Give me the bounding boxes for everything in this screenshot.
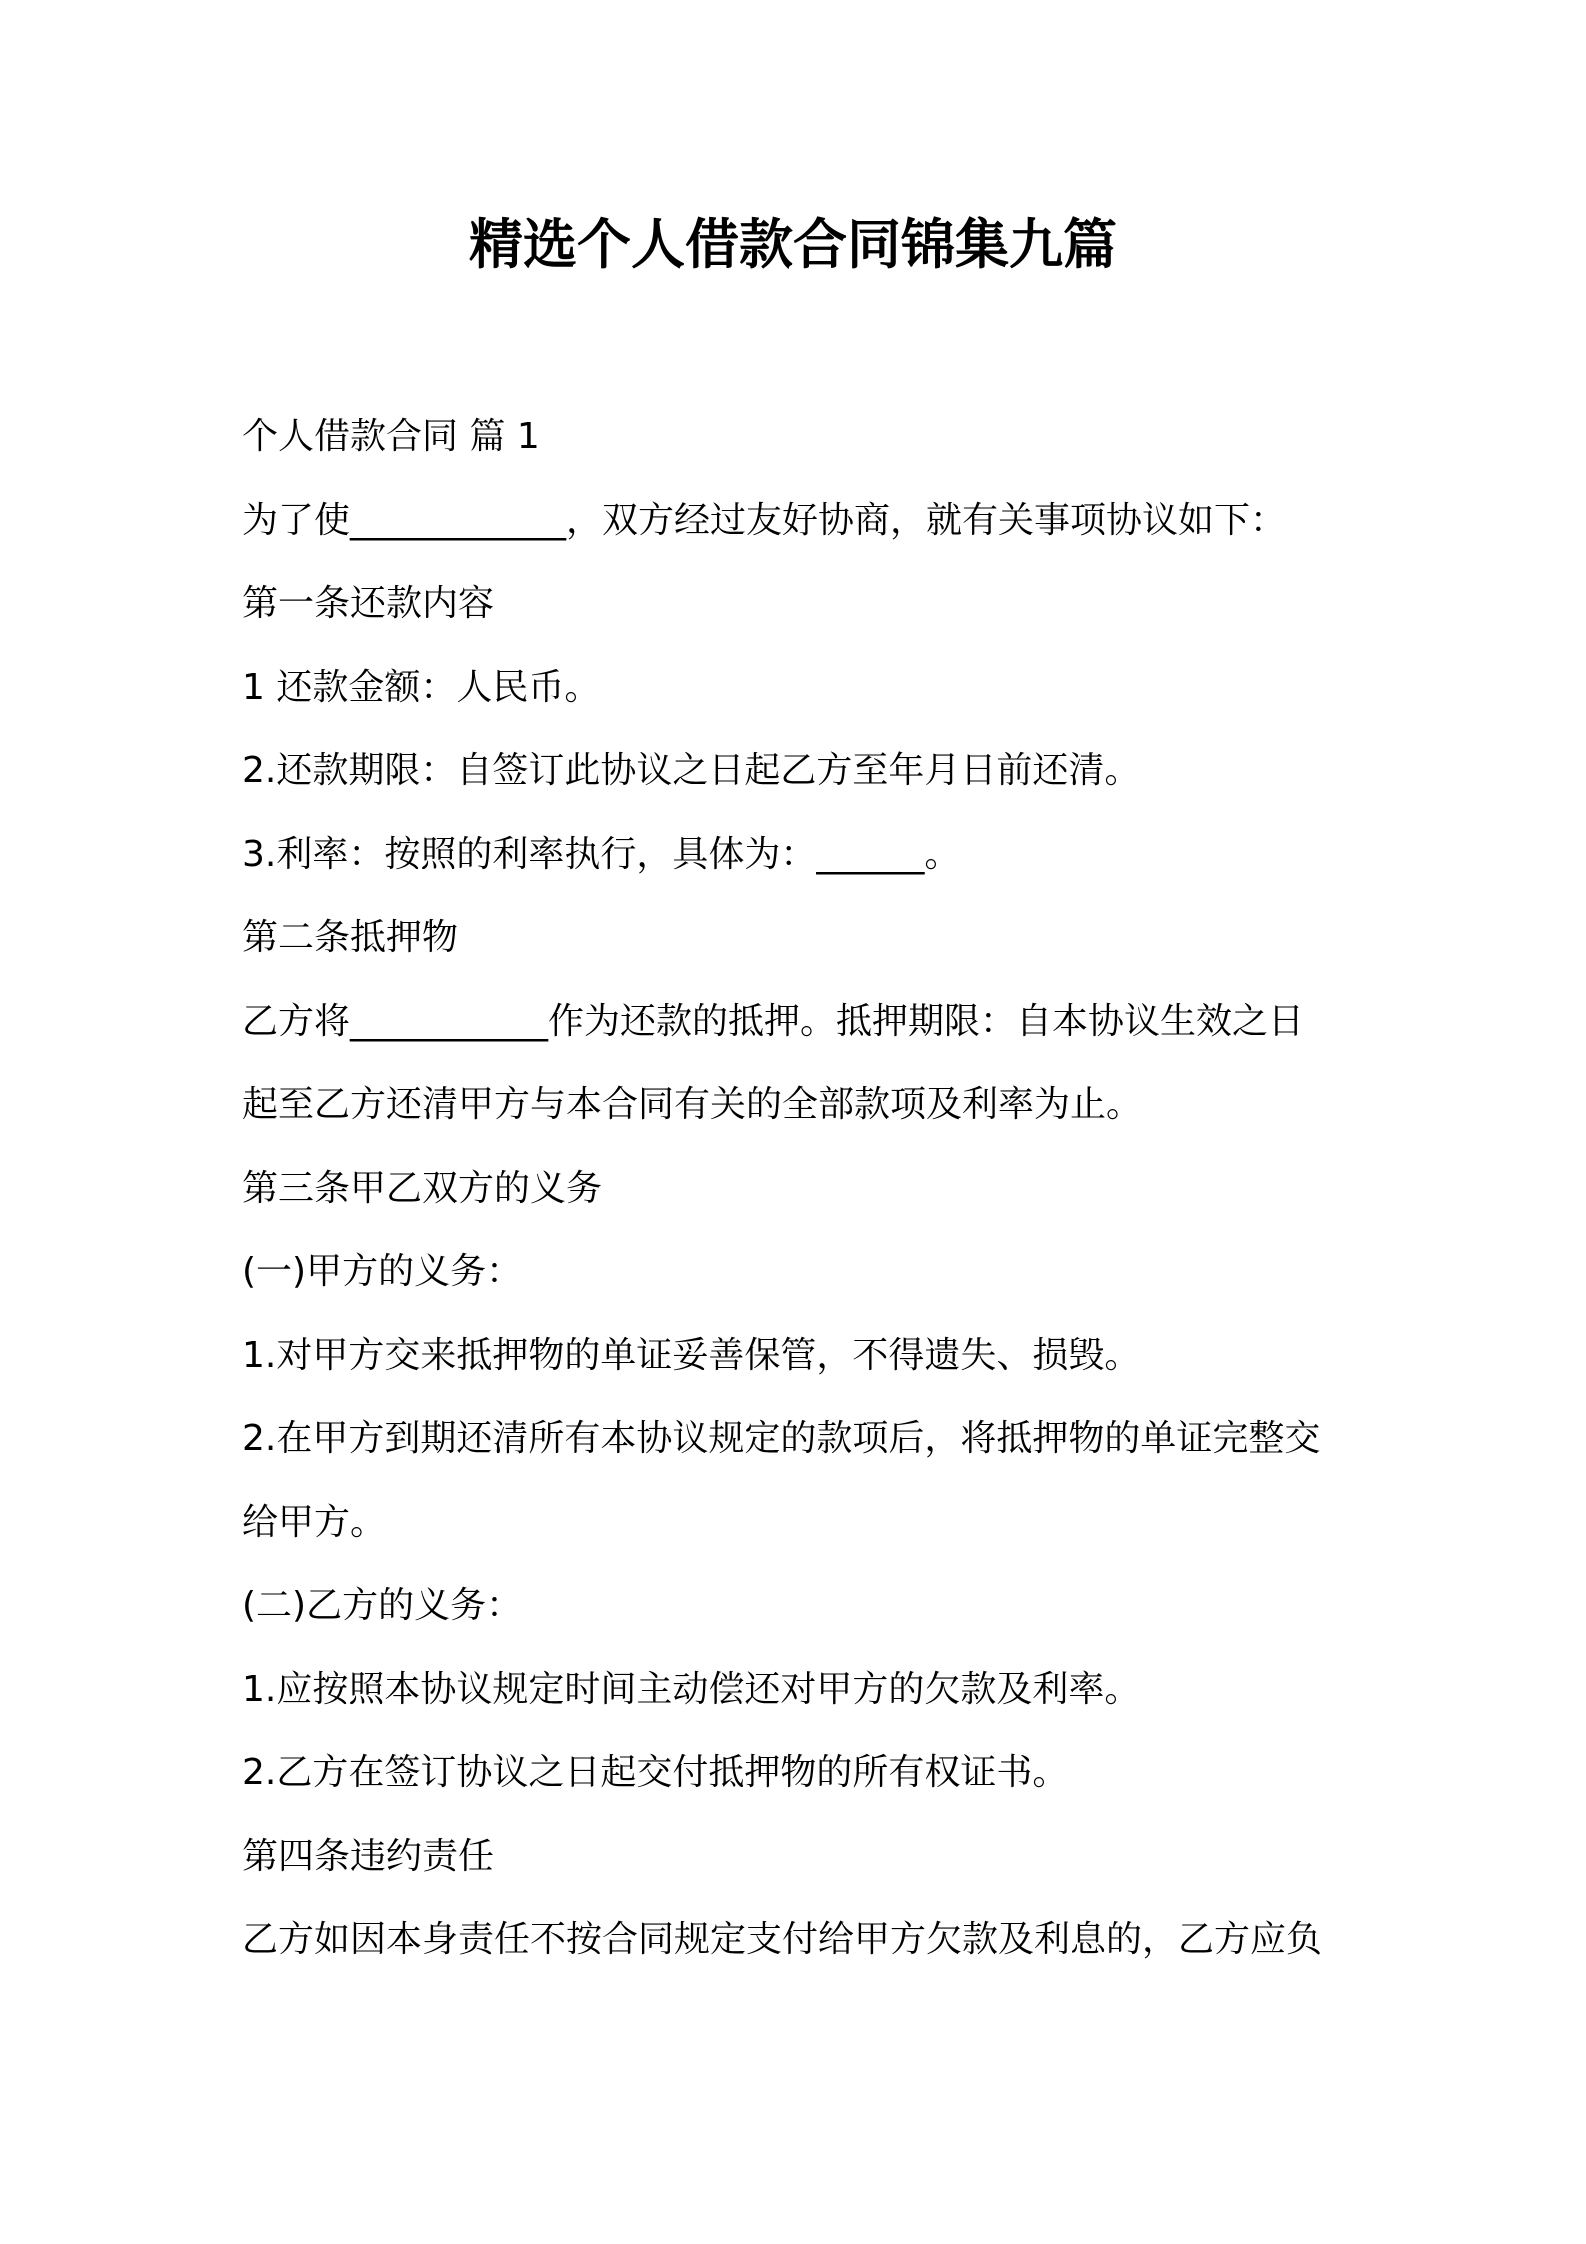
paragraph-line: 1 还款金额：人民币。 (242, 666, 601, 708)
article-heading: 第三条甲乙双方的义务 (242, 1167, 603, 1209)
article-heading: 第一条还款内容 (242, 583, 495, 624)
document-title: 精选个人借款合同锦集九篇 (469, 213, 1117, 276)
subsection-heading: (二)乙方的义务： (242, 1585, 523, 1626)
paragraph-line: 为了使____________，双方经过友好协商，就有关事项协议如下： (242, 499, 1287, 541)
paragraph-line: 2.还款期限：自签订此协议之日起乙方至年月日前还清。 (242, 750, 1141, 791)
article-heading: 第二条抵押物 (242, 917, 459, 958)
paragraph-line: 1.应按照本协议规定时间主动偿还对甲方的欠款及利率。 (242, 1668, 1141, 1710)
paragraph-line: 3.利率：按照的利率执行，具体为：______。 (242, 833, 961, 875)
paragraph-line: 起至乙方还清甲方与本合同有关的全部款项及利率为止。 (242, 1084, 1143, 1125)
paragraph-line: 乙方将___________作为还款的抵押。抵押期限：自本协议生效之日 (242, 1000, 1305, 1042)
article-heading: 第四条违约责任 (242, 1835, 495, 1877)
subsection-heading: (一)甲方的义务： (242, 1251, 523, 1292)
paragraph-line: 2.乙方在签订协议之日起交付抵押物的所有权证书。 (242, 1752, 1069, 1793)
paragraph-line: 给甲方。 (242, 1501, 387, 1543)
document-body (242, 395, 1362, 1982)
section-heading: 个人借款合同 篇 1 (242, 416, 540, 457)
paragraph-line: 2.在甲方到期还清所有本协议规定的款项后，将抵押物的单证完整交 (242, 1418, 1321, 1459)
paragraph-line: 乙方如因本身责任不按合同规定支付给甲方欠款及利息的，乙方应负 (242, 1919, 1323, 1960)
paragraph-line: 1.对甲方交来抵押物的单证妥善保管，不得遗失、损毁。 (242, 1334, 1141, 1376)
